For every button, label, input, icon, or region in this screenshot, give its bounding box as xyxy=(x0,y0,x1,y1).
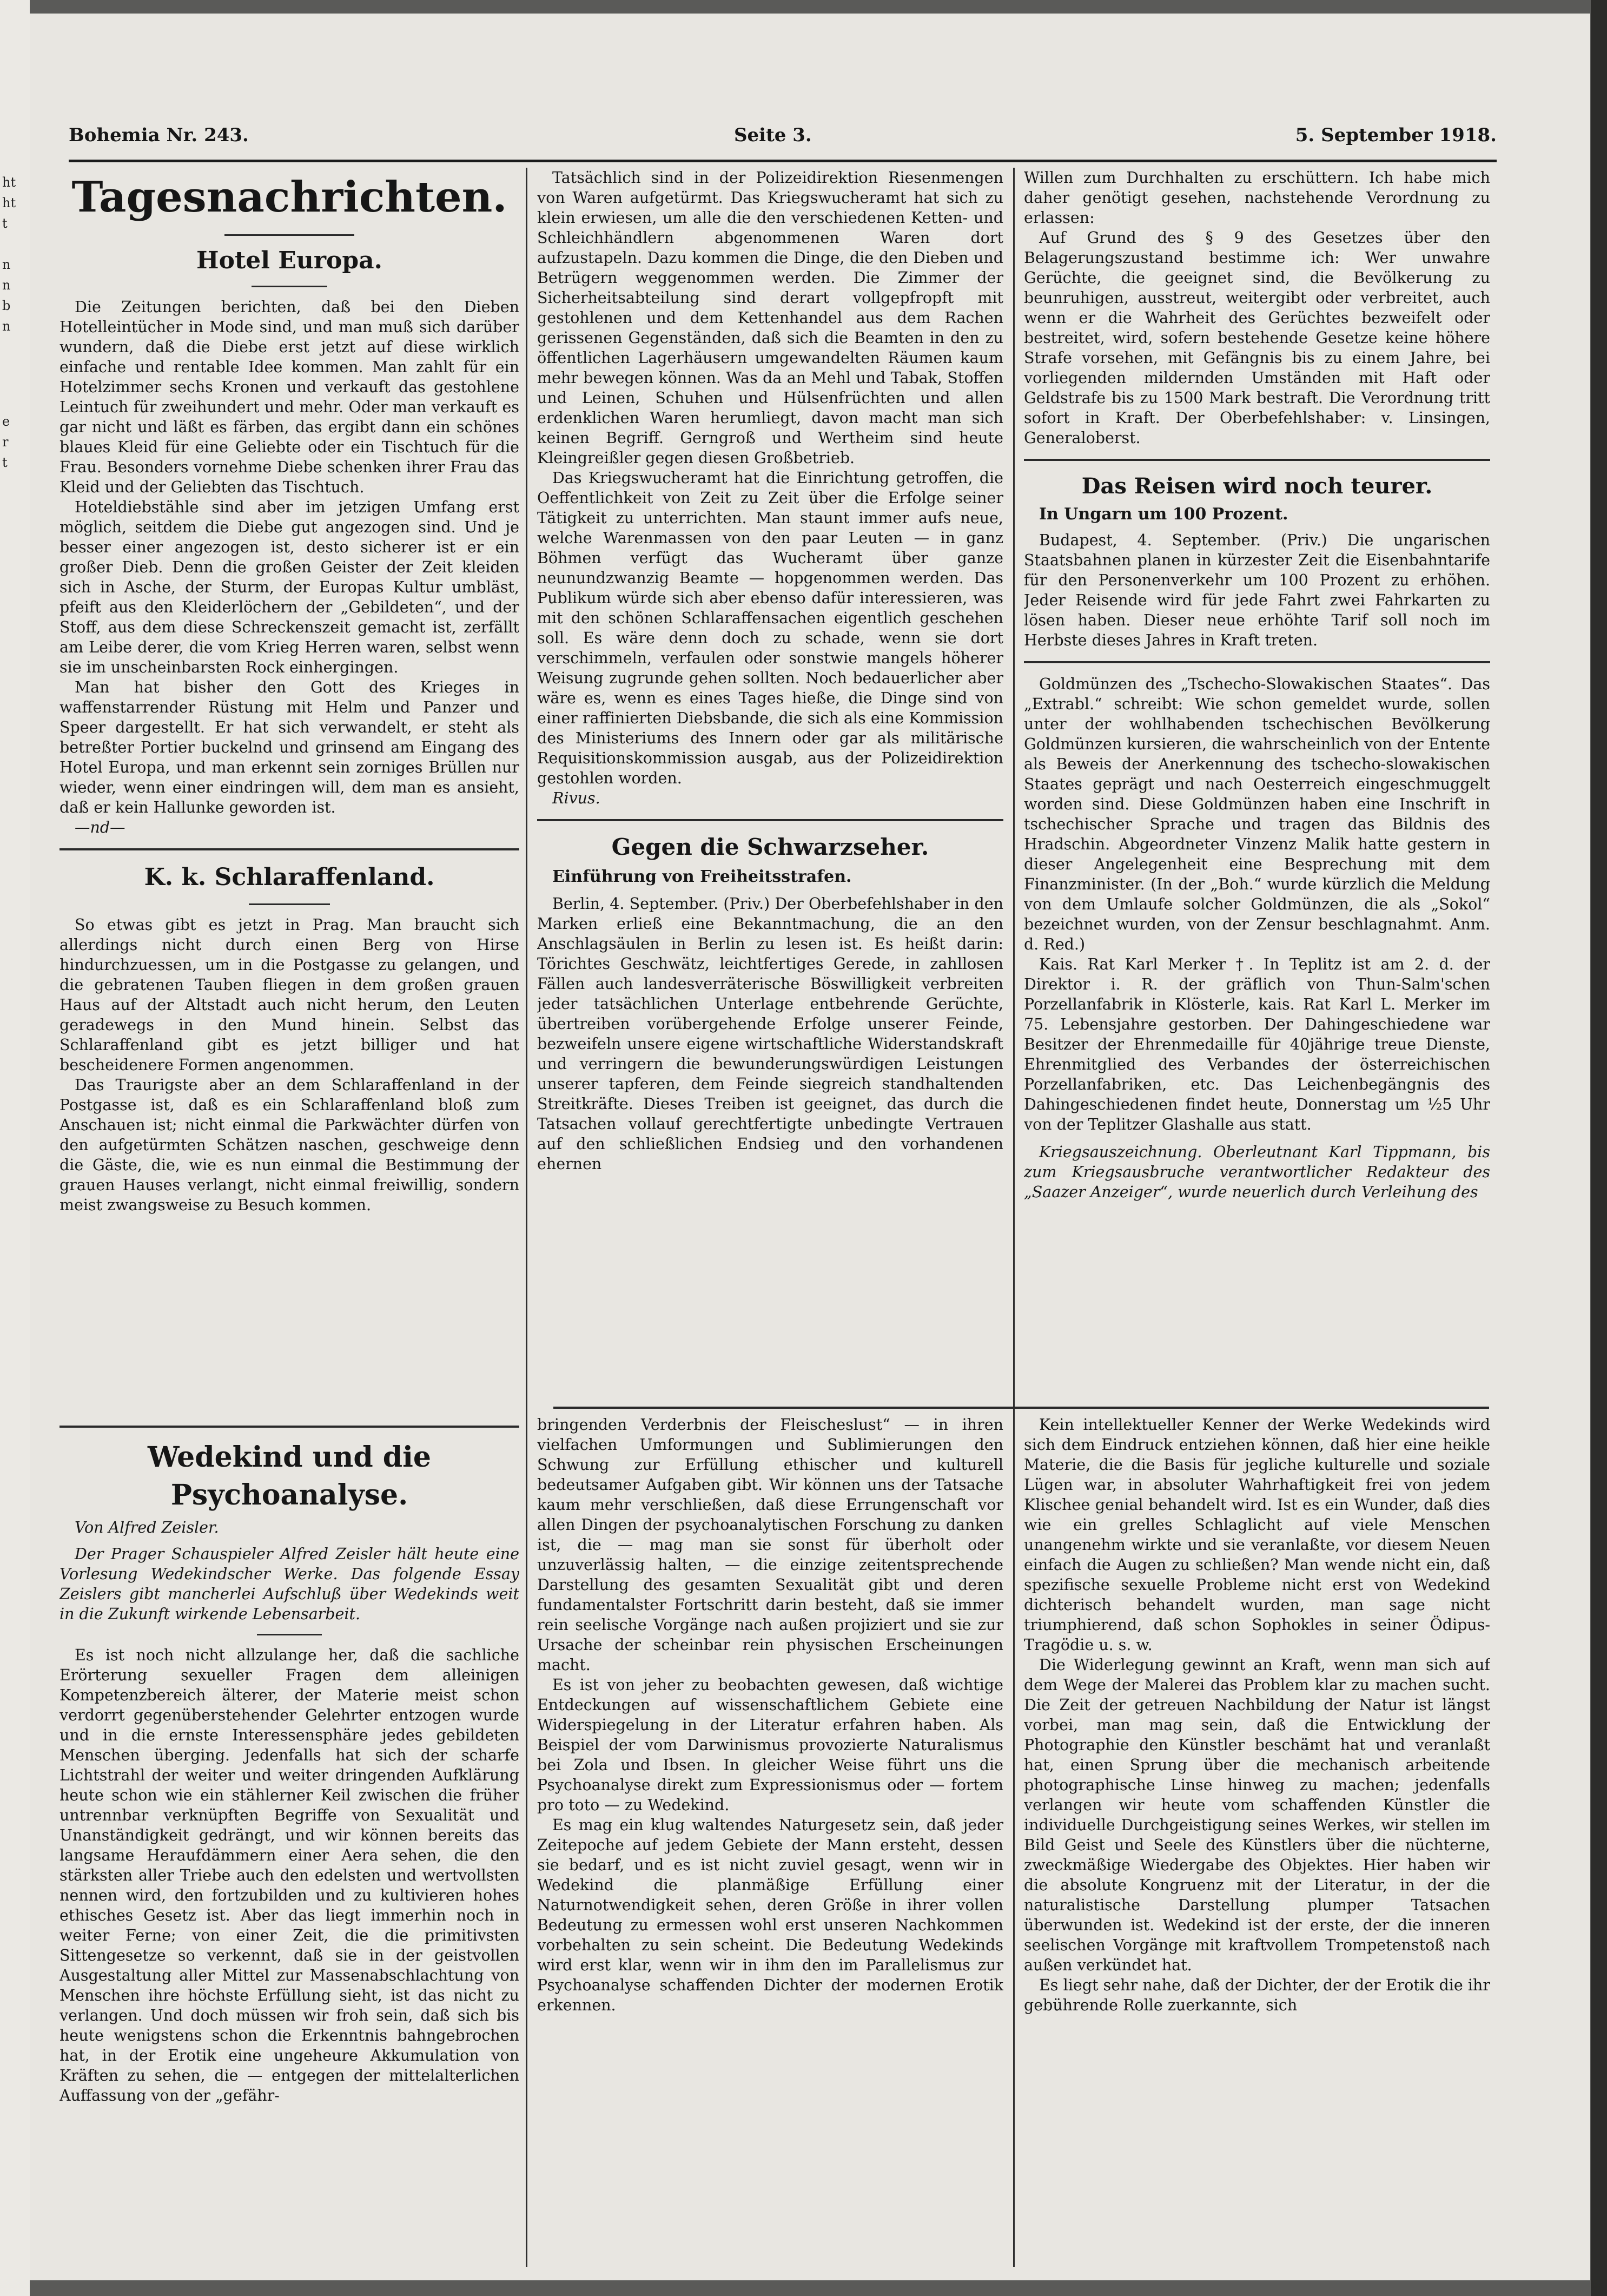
article-paragraph: Das Kriegswucheramt hat die Einrichtung getroffen, die Oeffentlichkeit von Zeit zu Zeit über die Erfolge seiner Tätigkeit zu unterrichten. Man staunt immer aufs neue, welche Warenmassen von den paar Leuten — in ganz Böhmen verfügt das Wucheramt über ganze neunundzwanzig Beamte — hopgenommen werden. Das Publikum würde sich aber ebenso dafür interessieren, was mit den schönen Schlaraffensachen eigentlich geschehen soll. Es wäre denn doch zu schade, wenn sie dort verschimmeln, verfaulen oder sonstwie mangels höherer Weisung zugrunde gehen sollten. Noch bedauerlicher aber wäre es, wenn es eines Tages hieße, die Dinge sind von einer raffinierten Diebsbande, die sich als eine Kommission des Ministeriums des Innern oder gar als militärische Requisitionskommission ausgab, aus der Polizeidirektion gestohlen worden. xyxy=(537,469,1003,787)
article-paragraph: Man hat bisher den Gott des Krieges in waffenstarrender Rüstung mit Helm und Panzer und Speer dargestellt. Er hat sich verwandelt, er steht als betreßter Portier buckelnd und grinsend am Eingang des Hotel Europa, und man erkennt sein zorniges Brüllen nur wieder, wenn einer eindringen will, dem man es ansieht, daß er kein Hallunke geworden ist. xyxy=(59,678,519,816)
author-signature: Rivus. xyxy=(552,789,600,807)
article-title-schwarzseher: Gegen die Schwarzseher. xyxy=(611,834,929,860)
masthead-rule xyxy=(69,160,1497,162)
article-subtitle: Einführung von Freiheitsstrafen. xyxy=(552,867,852,886)
article-paragraph: Es ist noch nicht allzulange her, daß die sachliche Erörterung sexueller Fragen dem alleinigen Kompetenzbereich älterer, der Materie meist schon verdorrt gegenüberstehender Gelehrter entzogen wurde und in die ernste Interessensphäre jedes gebildeten Menschen überging. Jedenfalls hat sich der scharfe Lichtstrahl der weiter und weiter dringenden Aufklärung heute schon wie ein stählerner Keil zwischen die früher untrennbar verknüpften Begriffe von Sexualität und Unanständigkeit gedrängt, und wir können bereits das langsame Heraufdämmern einer Aera sehen, die den stärksten aller Triebe auch den edelsten und wertvollsten nennen wird, den fortzubilden und zu kultivieren hohes ethisches Gesetz ist. Aber das liegt immerhin noch in weiter Ferne; von einer Zeit, die die primitivsten Sittengesetze so verkennt, daß sie in der geistvollen Ausgestaltung aller Mittel zur Massenabschlachtung von Menschen ihre höchste Erfüllung sieht, ist das nicht zu verlangen. Und doch müssen wir froh sein, daß sich bis heute wenigstens schon die Erkenntnis bahngebrochen hat, in der Erotik eine ungeheure Akkumulation von Kräften zu sehen, die — entgegen der mittelalterlichen Auffassung von der „gefähr- xyxy=(59,1646,519,2104)
column-1-upper xyxy=(59,165,519,1409)
article-divider xyxy=(1024,459,1490,461)
article-divider xyxy=(59,848,519,850)
article-divider xyxy=(1024,661,1490,663)
author-signature: —nd— xyxy=(75,819,125,836)
article-paragraph: bringenden Verderbnis der Fleischeslust“ — in ihren vielfachen Umformungen und Sublimierungen den Schwung zur Erfüllung ethischer und kulturell bedeutsamer Aufgaben gibt. Wir können uns der Tatsache kaum mehr verschließen, daß diese Errungenschaft vor allen Dingen der psychoanalytischen Forschung zu danken ist, die — mag man sie sonst für überholt oder unzuverlässig halten, — die einzige zeitentsprechende Darstellung des gesamten Sexualität gibt und deren fundamentalster Fortschritt darin besteht, daß sie immer rein seelische Vorgänge nach außen projiziert und sie zur Ursache der scheinbar rein physischen Erscheinungen macht. xyxy=(537,1416,1003,1674)
article-paragraph: Es liegt sehr nahe, daß der Dichter, der der Erotik die ihr gebührende Rolle zuerkannte, sich xyxy=(1024,1976,1490,2014)
edge-fragment: e xyxy=(2,414,10,429)
masthead xyxy=(69,124,1497,157)
edge-fragment: r xyxy=(2,434,9,450)
article-divider xyxy=(59,1426,519,1428)
article-paragraph: Es mag ein klug waltendes Naturgesetz sein, daß jeder Zeitepoche auf jedem Gebiete der Mann ersteht, dessen sie bedarf, und es ist nicht zuviel gesagt, wenn wir in Wedekind die planmäßige Erfüllung einer Naturnotwendigkeit sehen, deren Größe in ihrer vollen Bedeutung zu ermessen wohl erst unseren Nachkommen vorbehalten zu sein scheint. Die Bedeutung Wedekinds wird erst klar, wenn wir in ihm den im Parallelismus zur Psychoanalyse schaffenden Dichter der modernen Erotik erkennen. xyxy=(537,1816,1003,2014)
title-divider xyxy=(224,234,354,236)
article-divider xyxy=(252,286,327,287)
newspaper-page xyxy=(30,14,1590,2280)
edge-fragment: ht xyxy=(2,175,16,190)
article-paragraph: Hoteldiebstähle sind aber im jetzigen Umfang erst möglich, seitdem die Diebe gut angezogen sind. Und je besser einer angezogen ist, desto sicherer ist er ein großer Dieb. Denn die großen Geister der Zeit kleiden sich in Asche, der Sturm, der Europas Kultur umbläst, pfeift aus den Kleiderlöchern der „Gebildeten“, und der Stoff, aus dem diese Schreckenszeit gemacht ist, zerfällt am Leibe derer, die vom Krieg Herren waren, selbst wenn sie im unscheinbarsten Rock einhergingen. xyxy=(59,498,519,676)
article-subtitle: In Ungarn um 100 Prozent. xyxy=(1039,505,1288,524)
article-divider xyxy=(257,1634,322,1635)
paper-issue: Bohemia Nr. 243. xyxy=(69,124,249,146)
article-paragraph: Kein intellektueller Kenner der Werke Wedekinds wird sich dem Eindruck entziehen können, daß hier eine heikle Materie, die die Basis für jegliche kulturelle und soziale Lügen war, in absoluter Wahrhaftigkeit frei von jedem Klischee genial behandelt wird. Ist es ein Wunder, daß dies wie ein grelles Schlaglicht auf viele Menschen unangenehm wirkte und sie veranlaßte, vor diesem Neuen einfach die Augen zu schließen? Man wende nicht ein, daß spezifische sexuelle Probleme nicht erst von Wedekind dichterisch behandelt wurden, man sage nicht triumphierend, daß schon Sophokles in seiner Ödipus-Tragödie u. s. w. xyxy=(1024,1416,1490,1654)
column-2-upper xyxy=(537,168,1003,1404)
article-paragraph: Tatsächlich sind in der Polizeidirektion Riesenmengen von Waren aufgetürmt. Das Kriegswucheramt hat sich zu klein erwiesen, um alle die den verschiedenen Ketten- und Schleichhändlern abgenommenen Waren dort aufzustapeln. Dazu kommen die Dinge, die den Dieben und Betrügern weggenommen werden. Die Zimmer der Sicherheitsabteilung sind derart vollgepfropft mit gestohlenen und dem Kettenhandel aus dem Rachen gerissenen Gegenständen, daß sich die Beamten in den zu öffentlichen Lagerhäusern umgewandelten Räumen kaum mehr bewegen können. Was da an Mehl und Tabak, Stoffen und Leinen, Schuhen und Hülsenfrüchten und allen erdenklichen Waren herumliegt, davon macht man sich keinen Begriff. Gerngroß und Wertheim sind heute Kleingreißler gegen diesen Großbetrieb. xyxy=(537,169,1003,467)
column-rule-1 xyxy=(526,168,527,2267)
column-2-lower xyxy=(537,1415,1003,2269)
article-title-schlaraffenland: K. k. Schlaraffenland. xyxy=(144,863,435,891)
edge-fragment: n xyxy=(2,319,11,334)
article-paragraph: Die Zeitungen berichten, daß bei den Dieben Hotelleintücher in Mode sind, und man muß sich darüber wundern, daß die Diebe erst jetzt auf diese wirklich einfache und rentable Idee kommen. Man zahlt für ein Hotelzimmer sechs Kronen und verkauft das gestohlene Leintuch für zweihundert und mehr. Oder man verkauft es gar nicht und läßt es färben, das ergibt dann ein schönes blaues Kleid für eine Geliebte oder ein Tischtuch für die Frau. Besonders vornehme Diebe schenken ihrer Frau das Kleid und der Geliebten das Tischtuch. xyxy=(59,298,519,496)
edge-fragment: n xyxy=(2,278,11,293)
article-paragraph: Auf Grund des § 9 des Gesetzes über den Belagerungszustand bestimme ich: Wer unwahre Gerüchte, die geeignet sind, die Bevölkerung zu beunruhigen, ausstreut, weitergibt oder verbreitet, auch wenn er die Wahrheit des Gerüchtes bezweifelt oder bestreitet, wird, sofern bestehende Gesetze keine höhere Strafe vorsehen, mit Gefängnis bis zu einem Jahre, bei vorliegenden mildernden Umständen mit Haft oder Geldstrafe bis zu 1500 Mark bestraft. Die Verordnung tritt sofort in Kraft. Der Oberbefehlshaber: v. Linsingen, Generaloberst. xyxy=(1024,229,1490,447)
section-title: Tagesnachrichten. xyxy=(71,173,507,222)
article-paragraph: Kais. Rat Karl Merker †. In Teplitz ist am 2. d. der Direktor i. R. der gräflich von Thun-Salm'schen Porzellanfabrik in Klösterle, kais. Rat Karl L. Merker im 75. Lebensjahre gestorben. Der Dahingeschiedene war Besitzer der Ehrenmedaille für 40jährige treue Dienste, Ehrenmitglied des Verbandes der österreichischen Porzellanfabriken, etc. Das Leichenbegängnis des Dahingeschiedenen findet heute, Donnerstag um ½5 Uhr von der Teplitzer Glashalle aus statt. xyxy=(1024,955,1490,1133)
issue-date: 5. September 1918. xyxy=(1295,124,1497,146)
article-paragraph: So etwas gibt es jetzt in Prag. Man braucht sich allerdings nicht durch einen Berg von Hirse hindurchzuessen, um in die Postgasse zu gelangen, und die gebratenen Tauben fliegen in dem großen grauen Haus auf der Altstadt auch nicht herum, den Leuten geradewegs in den Mund hinein. Selbst das Schlaraffenland gibt es jetzt billiger und hat bescheidenere Formen angenommen. xyxy=(59,916,519,1074)
section-rule-lower xyxy=(553,1407,1489,1409)
article-paragraph: Das Traurigste aber an dem Schlaraffenland in der Postgasse ist, daß es ein Schlaraffenland bloß zum Anschauen ist; nicht einmal die Parkwächter dürfen von den aufgetürmten Schätzen naschen, geschweige denn die Gäste, die, wie es nun einmal die Bestimmung der grauen Hauses verlangt, nicht einmal freiwillig, sondern meist zwangsweise zu Besuch kommen. xyxy=(59,1076,519,1214)
article-paragraph: Es ist von jeher zu beobachten gewesen, daß wichtige Entdeckungen auf wissenschaftlichem Gebiete eine Widerspiegelung in der Literatur erfahren haben. Als Beispiel der vom Darwinismus provozierte Naturalismus bei Zola und Ibsen. In gleicher Weise führt uns die Psychoanalyse direkt zum Expressionismus oder — fortem pro toto — zu Wedekind. xyxy=(537,1676,1003,1814)
article-paragraph: Goldmünzen des „Tschecho-Slowakischen Staates“. Das „Extrabl.“ schreibt: Wie schon gemeldet wurde, sollen unter der wohlhabenden tschechischen Bevölkerung Goldmünzen kursieren, die wahrscheinlich von der Entente als Beweis der Anerkennung des tschecho-slowakischen Staates geprägt und nach Oesterreich eingeschmuggelt worden sind. Diese Goldmünzen haben eine Inschrift in tschechischer Sprache und tragen das Bildnis des Hradschin. Abgeordneter Vinzenz Malik hatte gestern in dieser Angelegenheit eine Besprechung mit dem Finanzminister. (In der „Boh.“ wurde kürzlich die Meldung von dem Umlaufe solcher Goldmünzen, die als „Sokol“ bezeichnet wurden, von der Zensur beschlagnahmt. Anm. d. Red.) xyxy=(1024,675,1490,953)
column-3-lower xyxy=(1024,1415,1490,2269)
edge-fragment: t xyxy=(2,455,8,470)
article-paragraph: Die Widerlegung gewinnt an Kraft, wenn man sich auf dem Wege der Malerei das Problem klar zu machen sucht. Die Zeit der getreuen Nachbildung der Natur ist längst vorbei, man mag sein, daß die Entwicklung der Photographie den Künstler beschämt hat und veranlaßt hat, einen Sprung über die mechanisch arbeitende photographische Linse hinweg zu machen; jedenfalls verlangen wir heute vom schaffenden Künstler die individuelle Durchgeistigung seines Werkes, wir stellen im Bild Geist und Seele des Künstlers über die nüchterne, zweckmäßige Wiedergabe des Objektes. Hier haben wir die absolute Kongruenz mit der Literatur, in der die naturalistische Darstellung plumper Tatsachen überwunden ist. Wedekind ist der erste, der die inneren seelischen Vorgänge mit kraftvollem Trompetenstoß nach außen verkündet hat. xyxy=(1024,1656,1490,1974)
article-paragraph: Willen zum Durchhalten zu erschüttern. Ich habe mich daher genötigt gesehen, nachstehende Verordnung zu erlassen: xyxy=(1024,169,1490,227)
article-paragraph: Budapest, 4. September. (Priv.) Die ungarischen Staatsbahnen planen in kürzester Zeit die Eisenbahntarife für den Personenverkehr um 100 Prozent zu erhöhen. Jeder Reisende wird für jede Fahrt zwei Fahrkarten zu lösen haben. Dieser neue erhöhte Tarif soll noch im Herbste dieses Jahres in Kraft treten. xyxy=(1024,531,1490,649)
article-divider xyxy=(537,819,1003,821)
article-paragraph: Berlin, 4. September. (Priv.) Der Oberbefehlshaber in den Marken erließ eine Bekanntmachung, die an den Anschlagsäulen in Berlin zu lesen ist. Es heißt darin: Törichtes Geschwätz, leichtfertiges Gerede, in zahllosen Fällen auch landesverräterische Böswilligkeit verbreiten jeder tatsächlichen Unterlage entbehrende Gerüchte, übertreiben vorübergehende Erfolge unserer Feinde, bezweifeln unsere eigene wirtschaftliche Widerstandskraft und verringern die bewunderungswürdigen Leistungen unserer tapferen, dem Feinde siegreich standhaltenden Streitkräfte. Dieses Treiben ist geeignet, das durch die Tatsachen vollauf gerechtfertigte unbedingte Vertrauen auf den schließlichen Endsieg und den vorhandenen ehernen xyxy=(537,895,1003,1173)
edge-fragment: n xyxy=(2,257,11,272)
article-title-reisen: Das Reisen wird noch teurer. xyxy=(1081,473,1433,499)
article-divider xyxy=(249,903,330,905)
article-intro: Der Prager Schauspieler Alfred Zeisler hält heute eine Vorlesung Wedekindscher Werke. Das folgende Essay Zeislers gibt mancherlei Aufschluß über Wedekinds weit in die Zukunft wirkende Lebensarbeit. xyxy=(59,1545,519,1623)
adjacent-page-edge xyxy=(0,0,30,2296)
edge-fragment: t xyxy=(2,216,8,231)
article-byline: Von Alfred Zeisler. xyxy=(75,1519,219,1536)
column-rule-2 xyxy=(1013,168,1015,2267)
news-note: Kriegsauszeichnung. Oberleutnant Karl Tippmann, bis zum Kriegsausbruche verantwortlicher Redakteur des „Saazer Anzeiger“, wurde neuerlich durch Verleihung des xyxy=(1024,1143,1490,1201)
edge-fragment: b xyxy=(2,298,11,313)
article-title-wedekind: Wedekind und die Psychoanalyse. xyxy=(147,1441,431,1512)
article-title-hotel-europa: Hotel Europa. xyxy=(196,247,382,274)
edge-fragment: ht xyxy=(2,195,16,210)
scan-border-right xyxy=(1591,0,1607,2296)
column-1-lower xyxy=(59,1415,519,2269)
column-3-upper xyxy=(1024,168,1490,1401)
page-number: Seite 3. xyxy=(734,124,812,146)
